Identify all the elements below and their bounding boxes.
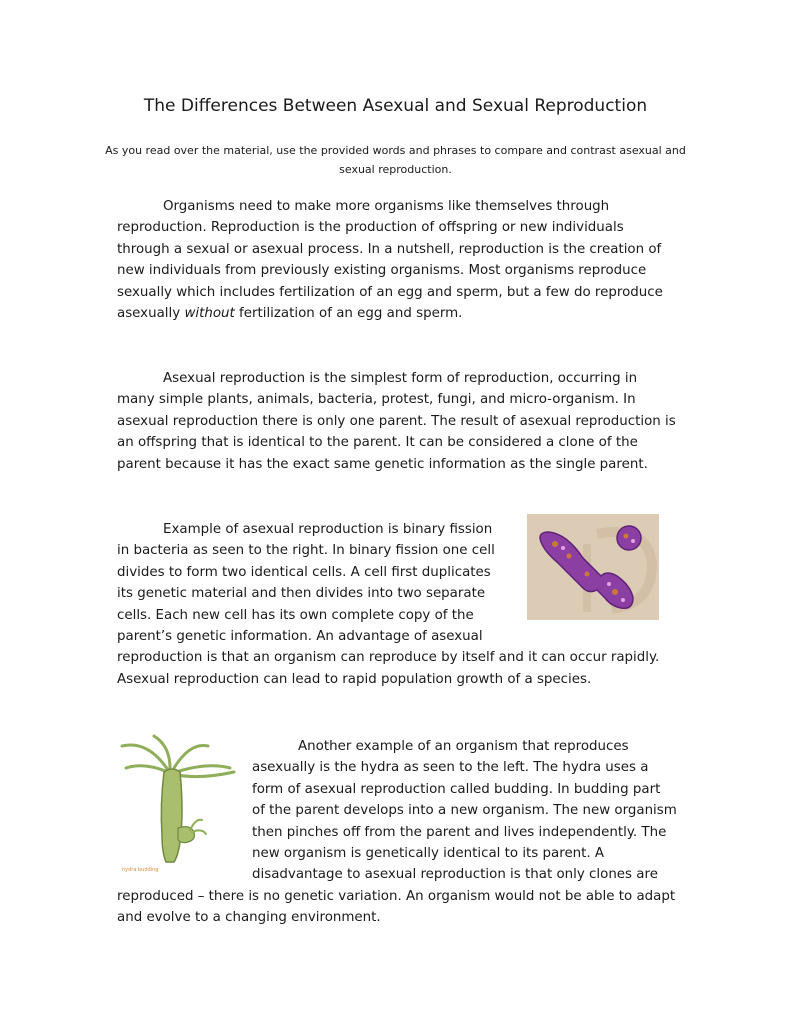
page-title: The Differences Between Asexual and Sexual Reproduction: [143, 96, 648, 116]
paragraph-hydra-text: Another example of an organism that reproduces asexually is the hydra as seen to the left. The hydra uses a form of asexual reproduction called budding. In budding part of the parent develops into a new organism. The new organism then pinches off from the parent and lives independently. The new organism is genetically identical to its parent. A disadvantage to asexual reproduction is that only clones are reproduced – there is no genetic variation. An organism would not be able to adapt and evolve to a changing environment.: [117, 739, 677, 926]
paragraph-intro: [117, 196, 677, 324]
svg-text:hydra budding: hydra budding: [122, 867, 159, 873]
bacteria-binary-fission-image: [527, 514, 659, 620]
emphasis-without: without: [184, 306, 235, 322]
paragraph-intro-text-a: Organisms need to make more organisms like themselves through reproduction. Reproduction is the production of offspring or new individuals through a sexual or asexual process. In a nutshell, reproduction is the creation of new individuals from previously existing organisms. Most organisms reproduce sexually which includes fertilization of an egg and sperm, but a few do reproduce asexually: [117, 199, 663, 322]
paragraph-binary-fission-text: Example of asexual reproduction is binary fission in bacteria as seen to the right. In binary fission one cell divides to form two identical cells. A cell first duplicates its genetic material and then divides into two separate cells. Each new cell has its own complete copy of the parent’s genetic information. An advantage of asexual reproduction is that an organism can reproduce by itself and it can occur rapidly. Asexual reproduction can lead to rapid population growth of a species.: [117, 522, 660, 687]
paragraph-intro-text-b: fertilization of an egg and sperm.: [234, 306, 463, 322]
bacteria-icon: [527, 514, 659, 620]
paragraph-asexual-definition-text: Asexual reproduction is the simplest form of reproduction, occurring in many simple plants, animals, bacteria, protest, fungi, and micro-organism. In asexual reproduction there is only one parent. The result of asexual reproduction is an offspring that is identical to the parent. It can be considered a clone of the parent because it has the exact same genetic information as the single parent.: [117, 371, 676, 472]
paragraph-asexual-definition: [117, 368, 677, 475]
hydra-budding-image: [118, 732, 246, 874]
hydra-icon: [118, 732, 246, 874]
instructions-text: As you read over the material, use the provided words and phrases to compare and contrast asexual and sexual reproduction.: [105, 144, 686, 176]
